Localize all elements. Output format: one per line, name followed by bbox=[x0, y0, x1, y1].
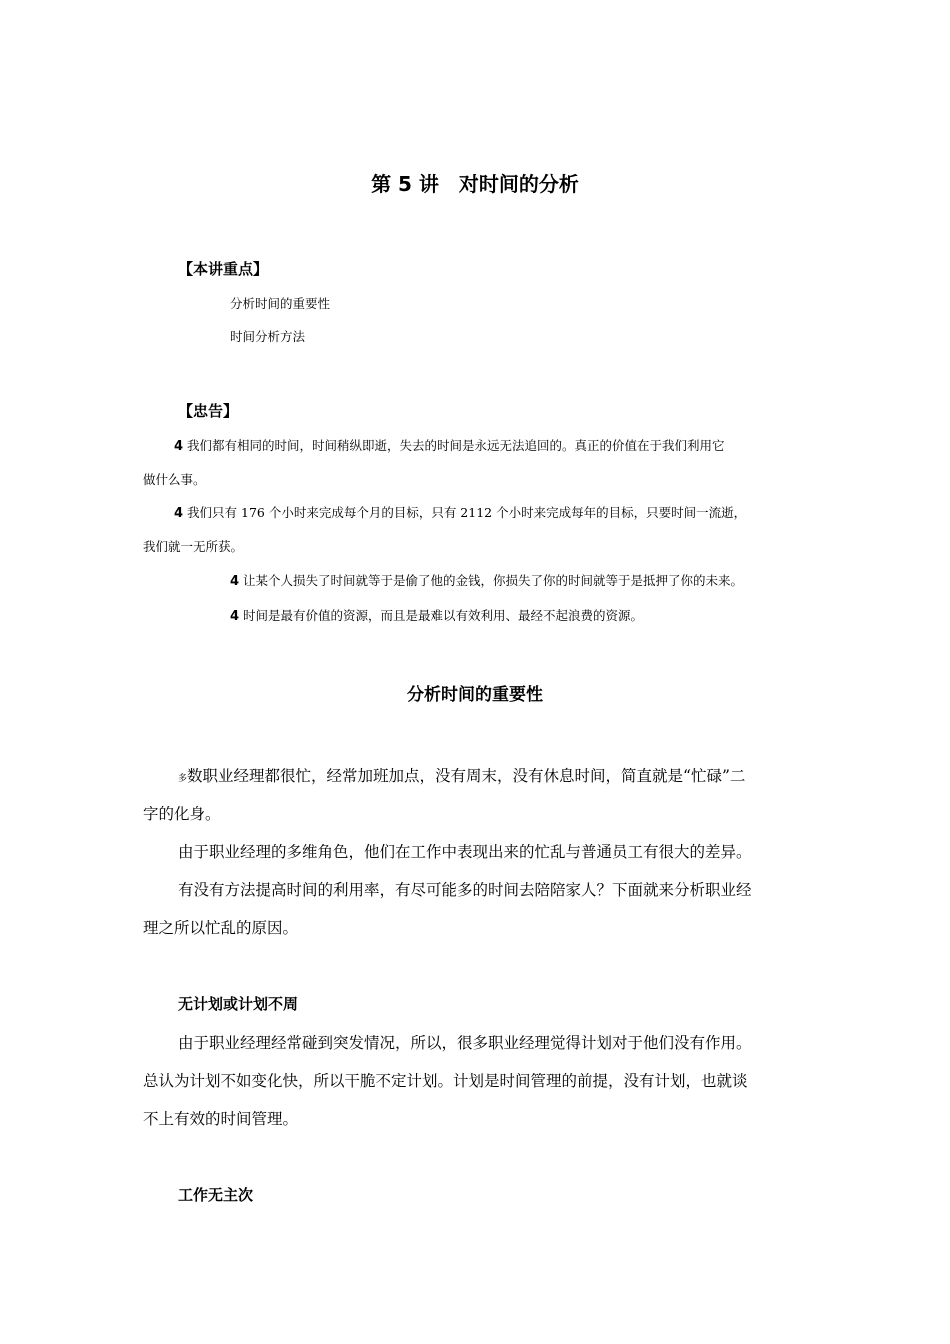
paragraph-text: 数职业经理都很忙，经常加班加点，没有周末，没有休息时间，简直就是“忙碌”二 bbox=[187, 767, 746, 785]
section-paragraph-3-line-1: 有没有方法提高时间的利用率，有尽可能多的时间去陪陪家人？下面就来分析职业经 bbox=[178, 881, 752, 899]
section-paragraph-1-line-1 bbox=[178, 764, 745, 786]
subsection-heading: 无计划或计划不周 bbox=[178, 995, 299, 1013]
section-paragraph-1-line-2: 字的化身。 bbox=[143, 805, 221, 823]
advice-paragraph-1-line-1 bbox=[174, 436, 725, 454]
bullet-marker: 4 bbox=[174, 439, 184, 454]
advice-text: 我们都有相同的时间，时间稍纵即逝，失去的时间是永远无法追回的。真正的价值在于我们利用它 bbox=[187, 438, 725, 453]
drop-marker: 多 bbox=[178, 774, 188, 784]
bullet-marker: 4 bbox=[174, 506, 184, 521]
advice-text: 让某个人损失了时间就等于是偷了他的金钱，你损失了你的时间就等于是抵押了你的未来。 bbox=[243, 573, 744, 588]
key-point-item: 分析时间的重要性 bbox=[230, 296, 331, 311]
advice-paragraph-1-line-2: 做什么事。 bbox=[143, 472, 206, 487]
section-heading: 分析时间的重要性 bbox=[407, 685, 543, 705]
key-point-item: 时间分析方法 bbox=[230, 329, 306, 344]
subsection-line-3: 不上有效的时间管理。 bbox=[143, 1110, 299, 1128]
subsection-heading: 工作无主次 bbox=[178, 1186, 254, 1204]
advice-text: 我们只有 176 个小时来完成每个月的目标，只有 2112 个小时来完成每年的目标，只要时间一流逝， bbox=[187, 505, 747, 520]
advice-paragraph-4 bbox=[230, 606, 643, 624]
advice-paragraph-3 bbox=[230, 571, 743, 589]
advice-text: 时间是最有价值的资源，而且是最难以有效利用、最经不起浪费的资源。 bbox=[243, 608, 644, 623]
subsection-line-1: 由于职业经理经常碰到突发情况，所以，很多职业经理觉得计划对于他们没有作用。 bbox=[178, 1034, 752, 1052]
advice-paragraph-2-line-2: 我们就一无所获。 bbox=[143, 539, 244, 554]
key-points-heading: 【本讲重点】 bbox=[178, 260, 269, 278]
advice-paragraph-2-line-1 bbox=[174, 503, 746, 521]
page-title: 第 5 讲 对时间的分析 bbox=[371, 172, 579, 196]
advice-heading: 【忠告】 bbox=[178, 402, 239, 420]
bullet-marker: 4 bbox=[230, 609, 240, 624]
subsection-line-2: 总认为计划不如变化快，所以干脆不定计划。计划是时间管理的前提，没有计划，也就谈 bbox=[143, 1072, 748, 1090]
section-paragraph-3-line-2: 理之所以忙乱的原因。 bbox=[143, 919, 299, 937]
section-paragraph-2: 由于职业经理的多维角色，他们在工作中表现出来的忙乱与普通员工有很大的差异。 bbox=[178, 843, 752, 861]
bullet-marker: 4 bbox=[230, 574, 240, 589]
